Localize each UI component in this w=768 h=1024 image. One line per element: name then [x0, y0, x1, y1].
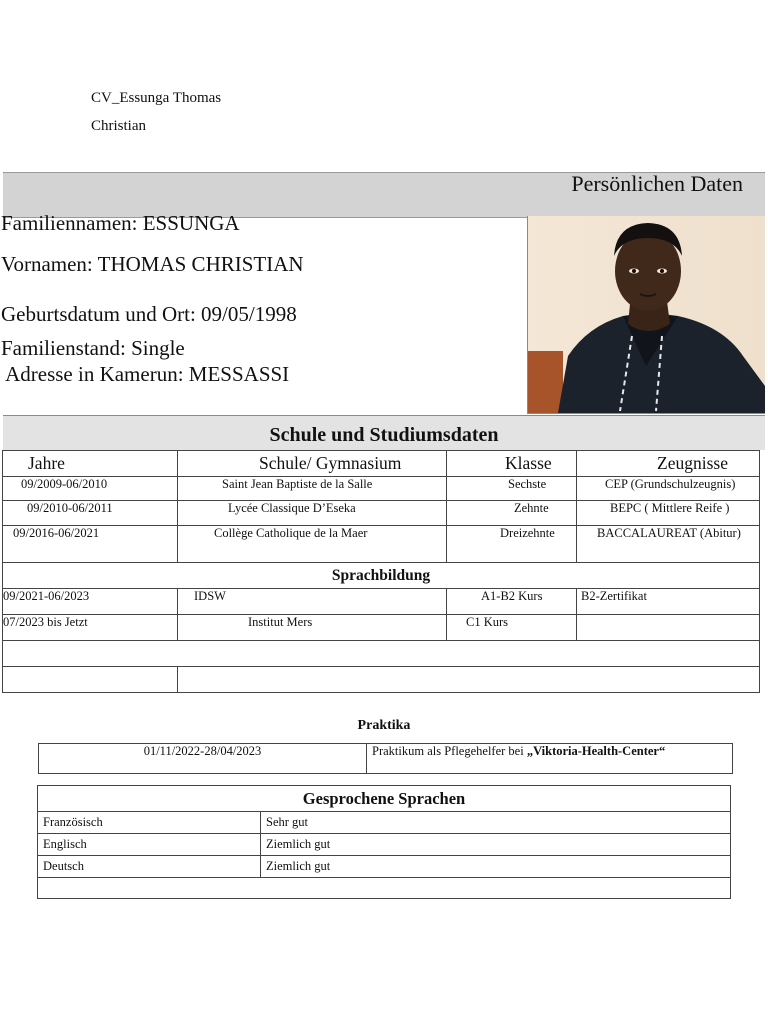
- table-row: [3, 589, 760, 615]
- cell-certificate: BACCALAUREAT (Abitur): [577, 526, 760, 563]
- table-row: [3, 477, 760, 501]
- cell-certificate: B2-Zertifikat: [577, 589, 760, 615]
- birth-line: Geburtsdatum und Ort: 09/05/1998: [1, 302, 297, 326]
- table-row: [38, 834, 731, 856]
- document-title-line1: CV_Essunga Thomas: [91, 90, 222, 106]
- cell-class: Sechste: [447, 477, 577, 501]
- spoken-languages-heading: Gesprochene Sprachen: [38, 786, 731, 812]
- cell-years: 07/2023 bis Jetzt: [3, 615, 178, 641]
- column-header-school: Schule/ Gymnasium: [178, 451, 447, 477]
- empty-cell: [178, 667, 760, 693]
- cell-years: 09/2010-06/2011: [3, 501, 178, 526]
- table-row: [39, 744, 733, 774]
- cell-class: Zehnte: [447, 501, 577, 526]
- cell-school: Saint Jean Baptiste de la Salle: [178, 477, 447, 501]
- empty-cell: [38, 878, 731, 899]
- empty-cell: [3, 641, 760, 667]
- table-row: [38, 812, 731, 834]
- language-training-heading-row: [3, 563, 760, 589]
- cell-level: Ziemlich gut: [261, 856, 731, 878]
- column-header-certificates: Zeugnisse: [577, 451, 760, 477]
- education-header-row: [3, 451, 760, 477]
- internship-period: 01/11/2022-28/04/2023: [39, 744, 367, 774]
- internship-role: Praktikum als Pflegehelfer bei: [372, 744, 527, 758]
- cell-certificate: BEPC ( Mittlere Reife ): [577, 501, 760, 526]
- cell-certificate: CEP (Grundschulzeugnis): [577, 477, 760, 501]
- cell-course: A1-B2 Kurs: [447, 589, 577, 615]
- table-row: [38, 856, 731, 878]
- cell-years: 09/2021-06/2023: [3, 589, 178, 615]
- table-row: [3, 526, 760, 563]
- empty-cell: [3, 667, 178, 693]
- cell-class: Dreizehnte: [447, 526, 577, 563]
- internship-heading: Praktika: [357, 718, 411, 733]
- marital-status-line: Familienstand: Single: [1, 336, 185, 360]
- internship-description: [367, 744, 733, 774]
- cell-school: Lycée Classique D’Eseka: [178, 501, 447, 526]
- cell-school: Institut Mers: [178, 615, 447, 641]
- cell-language: Englisch: [38, 834, 261, 856]
- first-names-line: Vornamen: THOMAS CHRISTIAN: [1, 252, 304, 276]
- table-row: [3, 615, 760, 641]
- personal-data-heading: Persönlichen Daten: [571, 171, 743, 196]
- column-header-years: Jahre: [3, 451, 178, 477]
- cell-years: 09/2016-06/2021: [3, 526, 178, 563]
- cell-level: Sehr gut: [261, 812, 731, 834]
- document-title-line2: Christian: [91, 118, 146, 134]
- spoken-languages-heading-row: [38, 786, 731, 812]
- cell-language: Französisch: [38, 812, 261, 834]
- school-section-heading: Schule und Studiumsdaten: [3, 415, 765, 450]
- cell-certificate: [577, 615, 760, 641]
- document-title: [91, 84, 221, 140]
- address-line: Adresse in Kamerun: MESSASSI: [1, 362, 290, 386]
- cell-school: IDSW: [178, 589, 447, 615]
- table-row: [3, 501, 760, 526]
- empty-row: [3, 641, 760, 667]
- education-table: [2, 450, 760, 693]
- empty-row: [3, 667, 760, 693]
- language-training-heading: Sprachbildung: [3, 563, 760, 589]
- internship-employer: „Viktoria-Health-Center“: [526, 744, 666, 758]
- cell-years: 09/2009-06/2010: [3, 477, 178, 501]
- internship-table: [38, 743, 733, 774]
- column-header-class: Klasse: [447, 451, 577, 477]
- cell-language: Deutsch: [38, 856, 261, 878]
- family-name-line: Familiennamen: ESSUNGA: [1, 211, 240, 235]
- cell-course: C1 Kurs: [447, 615, 577, 641]
- portrait-photo: [527, 216, 765, 414]
- cell-level: Ziemlich gut: [261, 834, 731, 856]
- cell-school: Collège Catholique de la Maer: [178, 526, 447, 563]
- empty-row: [38, 878, 731, 899]
- spoken-languages-table: [37, 785, 731, 899]
